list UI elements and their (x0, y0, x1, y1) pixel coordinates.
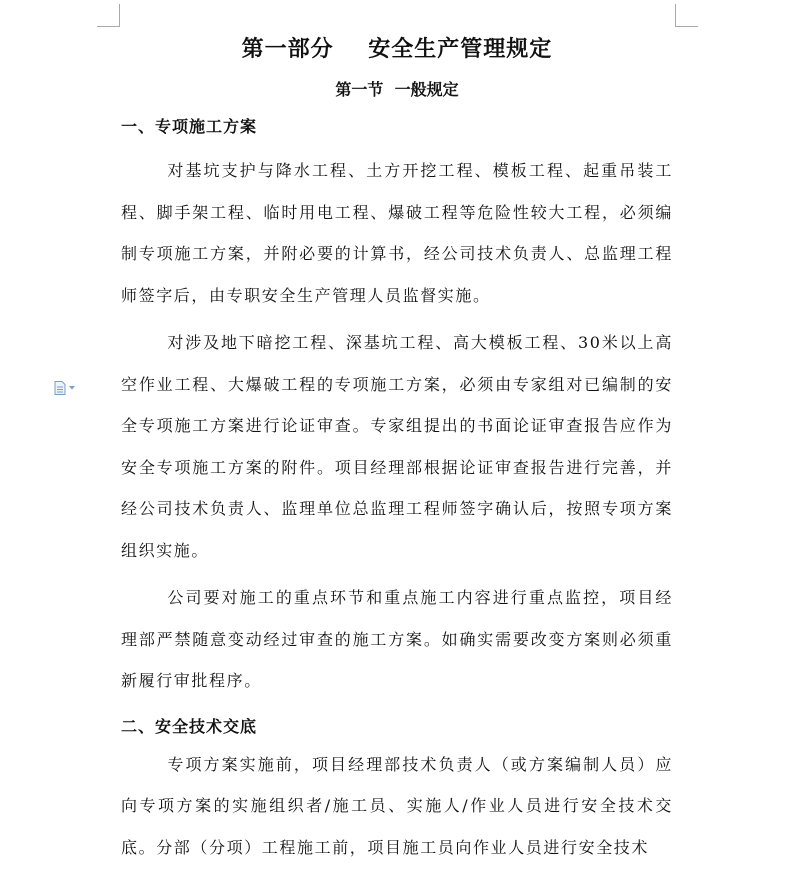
paragraph-options-button[interactable] (54, 381, 80, 395)
heading-safety-briefing: 二、安全技术交底 (121, 716, 258, 736)
chevron-down-icon (69, 386, 75, 390)
paragraph: 专项方案实施前，项目经理部技术负责人（或方案编制人员）应向专项方案的实施组织者/施工员、实施人/作业人员进行安全技术交底。分部（分项）工程施工前，项目施工员向作业人员进行安全技术 (121, 754, 673, 857)
crop-mark-top-left (97, 4, 120, 27)
document-title: 第一部分 安全生产管理规定 (241, 36, 553, 62)
paragraph: 公司要对施工的重点环节和重点施工内容进行重点监控，项目经理部严禁随意变动经过审查的施工方案。如确实需要改变方案则必须重新履行审批程序。 (121, 588, 673, 690)
paragraph: 对基坑支护与降水工程、土方开挖工程、模板工程、起重吊装工程、脚手架工程、临时用电工程、爆破工程等危险性较大工程，必须编制专项施工方案，并附必要的计算书，经公司技术负责人、总监理工程师签字后，由专职安全生产管理人员监督实施。 (121, 161, 673, 305)
document-body (121, 30, 673, 874)
paragraph: 对涉及地下暗挖工程、深基坑工程、高大模板工程、30米以上高空作业工程、大爆破工程的专项施工方案，必须由专家组对已编制的安全专项施工方案进行论证审查。专家组提出的书面论证审查报告应作为安全专项施工方案的附件。项目经理部根据论证审查报告进行完善，并经公司技术负责人、监理单位总监理工程师签字确认后，按照专项方案组织实施。 (121, 333, 673, 560)
section-title: 第一节 一般规定 (335, 80, 459, 99)
document-list-icon (54, 381, 66, 395)
crop-mark-top-right (675, 4, 698, 27)
heading-special-construction-plan: 一、专项施工方案 (121, 117, 258, 136)
